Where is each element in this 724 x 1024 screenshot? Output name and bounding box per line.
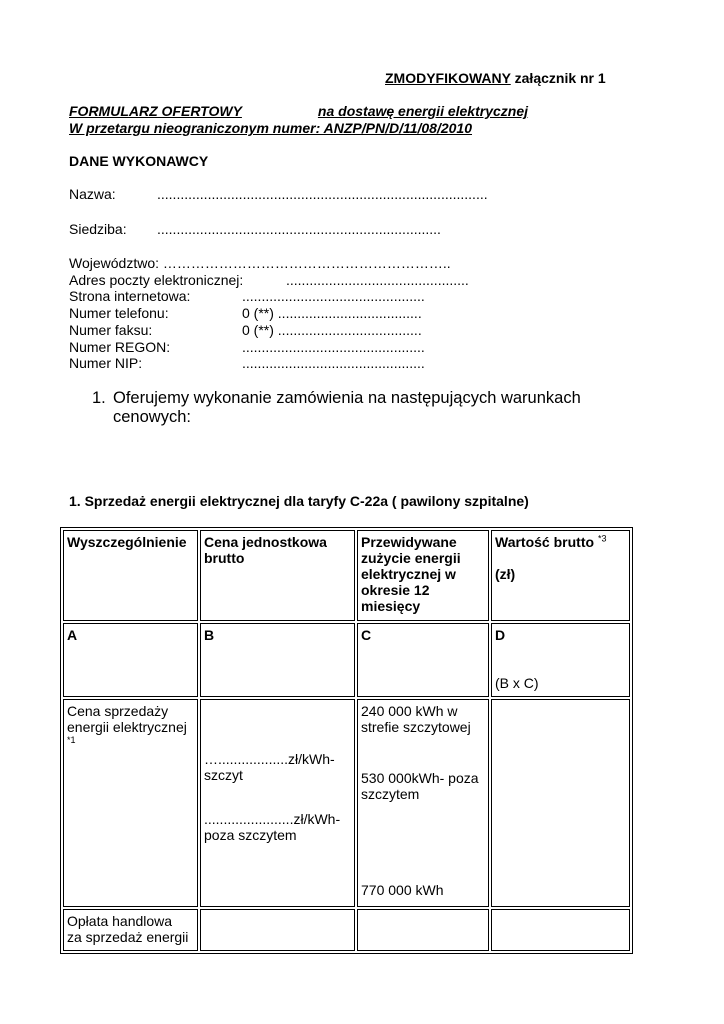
trade-fee-price-cell[interactable]	[200, 909, 355, 951]
email-field[interactable]: ...............................................	[286, 272, 469, 288]
header-usage-line5: miesięcy	[361, 598, 421, 614]
usage-peak-line1: 240 000 kWh w	[361, 703, 458, 719]
letter-cell-a: A	[63, 623, 198, 697]
attachment-number: załącznik nr 1	[510, 70, 606, 86]
form-title-left: FORMULARZ OFERTOWY	[69, 103, 242, 119]
energy-price-name-cell	[63, 699, 198, 907]
formula-text: (B x C)	[495, 675, 539, 691]
section1-title: 1. Sprzedaż energii elektrycznej dla taryfy C-22a ( pawilony szpitalne)	[69, 493, 529, 509]
trade-fee-usage-cell[interactable]	[357, 909, 489, 951]
trade-fee-name-cell	[63, 909, 198, 951]
header-unit-price-line1: Cena jednostkowa	[204, 534, 327, 550]
nip-label: Numer NIP:	[69, 355, 143, 371]
form-title	[69, 103, 528, 119]
offer-table	[60, 527, 633, 954]
table-row-energy-price	[63, 699, 630, 907]
attachment-label	[385, 70, 606, 86]
header-gross-value-unit: (zł)	[495, 566, 516, 582]
letter-cell-c: C	[357, 623, 489, 697]
header-gross-value-line1	[495, 534, 626, 550]
nip-field[interactable]: ...............................................	[242, 355, 425, 371]
header-unit-price-line2: brutto	[204, 550, 245, 566]
wojewodztwo-line[interactable]: Województwo: ……………………………………………………..	[69, 255, 451, 271]
peak-price-label: szczyt	[204, 767, 243, 783]
letter-cell-d	[491, 623, 630, 697]
fax-label: Numer faksu:	[69, 322, 153, 338]
energy-unit-price-cell[interactable]	[200, 699, 355, 907]
header-cell-unit-price	[200, 530, 355, 621]
phone-label: Numer telefonu:	[69, 305, 169, 321]
letter-d: D	[495, 627, 506, 643]
header-usage-line3: elektrycznej w	[361, 566, 456, 582]
fax-field[interactable]: 0 (**) .....................................	[242, 322, 422, 338]
modified-word: ZMODYFIKOWANY	[385, 70, 511, 86]
usage-offpeak-line1: 530 000kWh- poza	[361, 770, 479, 786]
email-label: Adres poczty elektronicznej:	[69, 272, 244, 288]
siedziba-label: Siedziba:	[69, 221, 127, 237]
phone-field[interactable]: 0 (**) .....................................	[242, 305, 422, 321]
usage-offpeak-line2: szczytem	[361, 786, 420, 802]
usage-total: 770 000 kWh	[361, 882, 444, 898]
table-letters-row	[63, 623, 630, 697]
offpeak-price-field[interactable]: .......................zł/kWh-	[204, 811, 341, 827]
point1-line1: Oferujemy wykonanie zamówienia na następujących warunkach	[113, 389, 581, 407]
table-row-trade-fee	[63, 909, 630, 951]
energy-usage-cell	[357, 699, 489, 907]
usage-peak-line2: strefie szczytowej	[361, 719, 471, 735]
trade-fee-name-line1: Opłata handlowa	[67, 913, 173, 929]
siedziba-field[interactable]: .........................................................................	[157, 221, 441, 237]
www-field[interactable]: ...............................................	[242, 288, 425, 304]
www-label: Strona internetowa:	[69, 288, 191, 304]
point1-line2: cenowych:	[113, 408, 191, 426]
peak-price-field[interactable]: …..................zł/kWh-	[204, 751, 335, 767]
regon-field[interactable]: ...............................................	[242, 339, 425, 355]
point1-number: 1.	[92, 389, 106, 407]
footnote-marker: *1	[67, 735, 76, 745]
header-usage-line1: Przewidywane	[361, 534, 457, 550]
header-cell-usage	[357, 530, 489, 621]
letter-cell-b: B	[200, 623, 355, 697]
contractor-heading: DANE WYKONAWCY	[69, 153, 209, 169]
header-cell-gross-value	[491, 530, 630, 621]
header-specification-text: Wyszczególnienie	[67, 534, 187, 550]
energy-price-name-line1: Cena sprzedaży	[67, 703, 169, 719]
regon-label: Numer REGON:	[69, 339, 171, 355]
header-usage-line4: okresie 12	[361, 582, 430, 598]
offpeak-price-label: poza szczytem	[204, 827, 297, 843]
nazwa-label: Nazwa:	[69, 186, 116, 202]
form-title-right: na dostawę energii elektrycznej	[317, 103, 529, 119]
nazwa-field[interactable]: .....................................................................................	[157, 186, 488, 202]
energy-gross-value-cell[interactable]	[491, 699, 630, 907]
table-header-row	[63, 530, 630, 621]
header-gross-value-text: Wartość brutto	[495, 534, 595, 550]
header-usage-line2: zużycie energii	[361, 550, 461, 566]
footnote-marker: *3	[597, 533, 607, 544]
trade-fee-value-cell[interactable]	[491, 909, 630, 951]
trade-fee-name-line2: za sprzedaż energii	[67, 929, 189, 945]
header-cell-specification	[63, 530, 198, 621]
tender-number: W przetargu nieograniczonym numer: ANZP/PN/D/11/08/2010	[69, 120, 472, 136]
energy-price-name-line2: energii elektrycznej	[67, 719, 187, 735]
